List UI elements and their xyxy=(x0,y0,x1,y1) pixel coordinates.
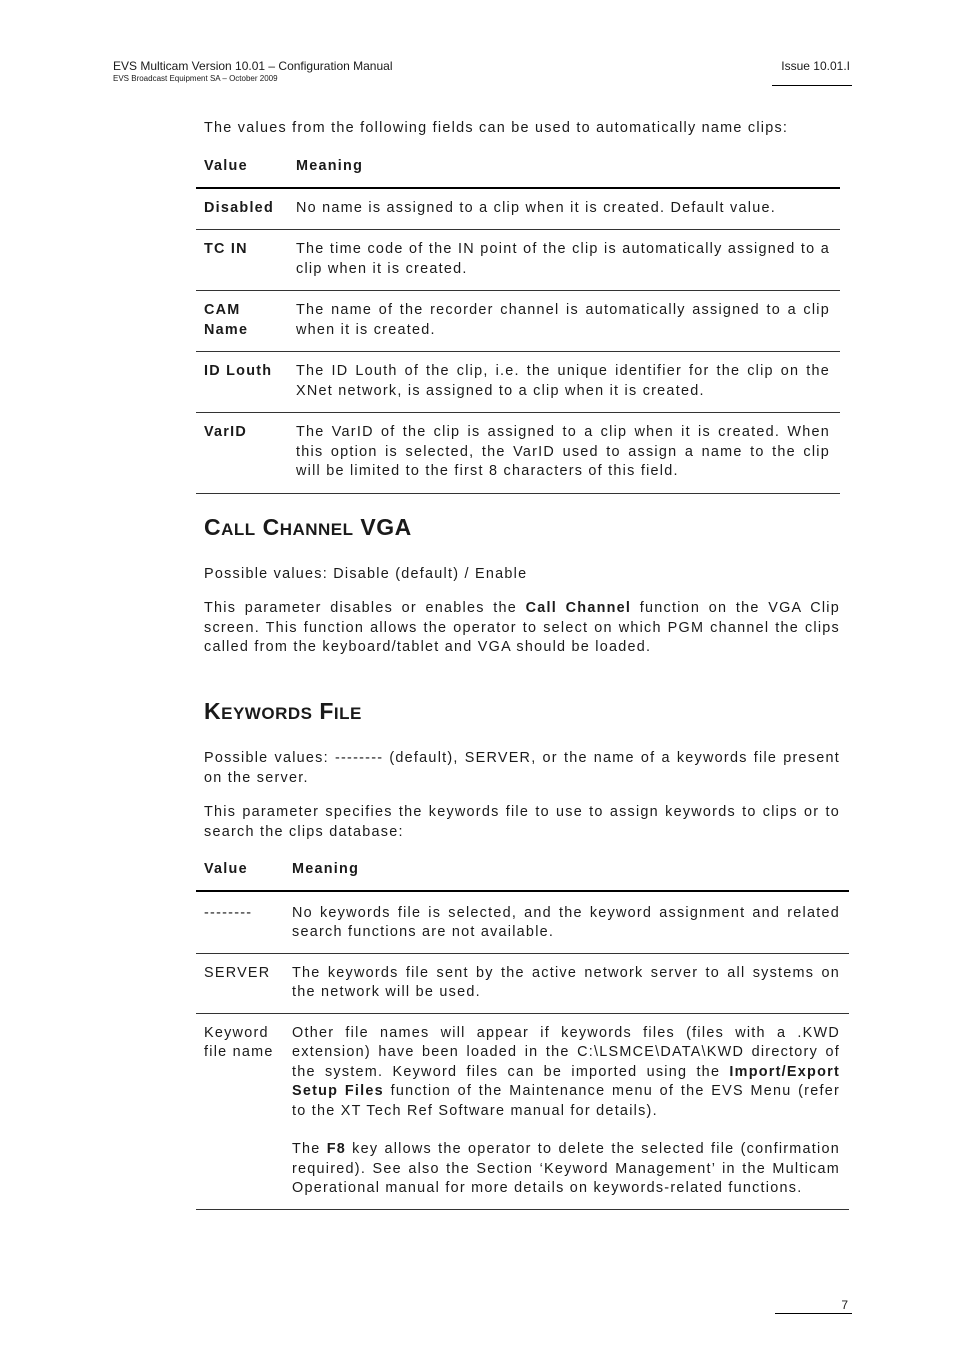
header-rule xyxy=(772,85,852,86)
row-meaning: No keywords file is selected, and the keyword assignment and related search functions are not available. xyxy=(292,904,840,940)
document-subtitle: EVS Broadcast Equipment SA – October 2009 xyxy=(113,74,278,83)
page-number: 7 xyxy=(841,1298,848,1312)
footer-rule xyxy=(775,1313,852,1314)
row-meaning: No name is assigned to a clip when it is created. Default value. xyxy=(296,199,776,216)
call-channel-possible-values: Possible values: Disable (default) / Enable xyxy=(204,566,528,582)
page-header xyxy=(113,59,393,84)
row-value: VarID xyxy=(204,424,248,440)
table-row xyxy=(196,352,840,413)
column-header-value: Value xyxy=(204,158,248,174)
row-meaning: The ID Louth of the clip, i.e. the unique identifier for the clip on the XNet network, is assigned to a clip when it is created. xyxy=(296,363,830,399)
table-row xyxy=(196,291,840,352)
keywords-description: This parameter specifies the keywords file to use to assign keywords to clips or to search the clips database: xyxy=(204,804,840,840)
table-row xyxy=(196,953,849,1013)
row-value: TC IN xyxy=(204,241,248,257)
row-value: Disabled xyxy=(204,199,274,216)
table-row xyxy=(196,230,840,291)
call-channel-description: This parameter disables or enables the Call Channel function on the VGA Clip screen. This function allows the operator to select on which PGM channel the clips called from the keyboard/tablet and VGA should be loaded. xyxy=(204,600,840,655)
table-row xyxy=(196,891,849,954)
table-row xyxy=(196,188,840,230)
issue-label: Issue 10.01.I xyxy=(781,59,850,73)
keywords-possible-values: Possible values: -------- (default), SERVER, or the name of a keywords file present on the server. xyxy=(204,750,840,786)
row-meaning: The keywords file sent by the active network server to all systems on the network will be used. xyxy=(292,964,840,1000)
row-value: CAM Name xyxy=(204,302,249,338)
row-value: Keyword file name xyxy=(204,1024,274,1060)
column-header-meaning: Meaning xyxy=(296,158,364,174)
column-header-meaning: Meaning xyxy=(292,861,360,877)
row-meaning: The time code of the IN point of the clip is automatically assigned to a clip when it is created. xyxy=(296,241,830,277)
table-row xyxy=(196,1013,849,1209)
row-value: -------- xyxy=(204,904,253,921)
keyword-file-paragraph: Other file names will appear if keywords files (files with a .KWD extension) have been loaded in the C:\LSMCE\DATA\KWD directory of the system. Keyword files can be imported using the Import/Export Setup Files function of the Maintenance menu of the EVS Menu (refer to the XT Tech Ref Software manual for details). xyxy=(292,1024,840,1119)
section-heading-call-channel-vga: CALL CHANNEL VGA xyxy=(204,514,412,540)
row-value: SERVER xyxy=(204,964,271,981)
row-value: ID Louth xyxy=(204,363,273,379)
row-meaning: The VarID of the clip is assigned to a clip when it is created. When this option is selected, the VarID used to assign a name to the clip will be limited to the first 8 characters of this field. xyxy=(296,424,830,479)
column-header-value: Value xyxy=(204,861,248,877)
intro-paragraph: The values from the following fields can be used to automatically name clips: xyxy=(204,120,789,136)
section-heading-keywords-file: KEYWORDS FILE xyxy=(204,698,362,724)
naming-values-table xyxy=(196,157,840,494)
keywords-values-table xyxy=(196,860,849,1210)
row-meaning: The name of the recorder channel is automatically assigned to a clip when it is created. xyxy=(296,302,830,338)
f8-key-paragraph: The F8 key allows the operator to delete the selected file (confirmation required). See also the Section ‘Keyword Management’ in the Multicam Operational manual for more details on keywords-related functions. xyxy=(292,1141,841,1196)
row-meaning xyxy=(292,1013,849,1209)
document-title: EVS Multicam Version 10.01 – Configuration Manual xyxy=(113,59,393,73)
table-row xyxy=(196,413,840,494)
